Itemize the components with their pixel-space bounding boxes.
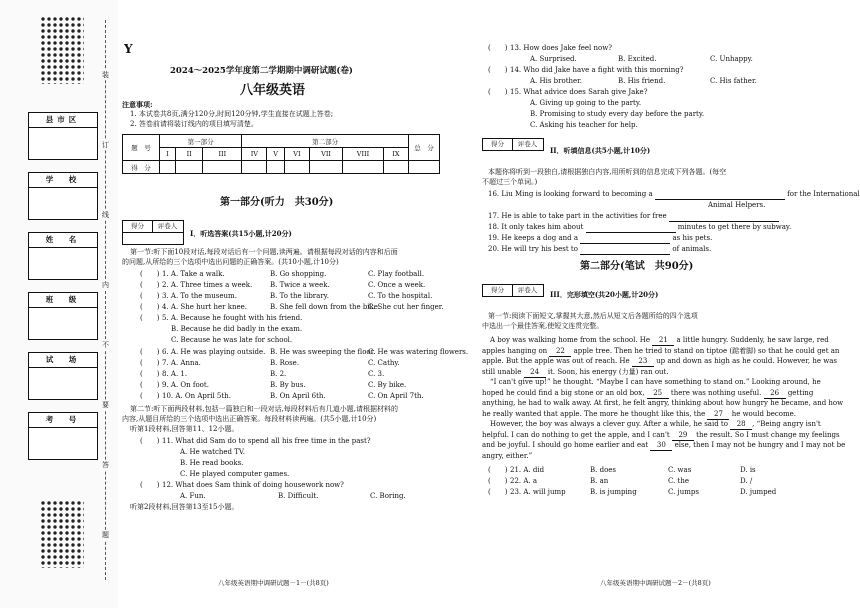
- option-a: 21. A. did: [510, 466, 545, 474]
- option-b: B. 2.: [270, 370, 287, 378]
- option-a: A. His brother.: [530, 77, 582, 85]
- page-footer-2: 八年级英语期中调研试题－2－(共8页): [600, 579, 711, 587]
- binding-char: 装: [102, 71, 109, 79]
- field-exam-number[interactable]: [28, 412, 98, 460]
- grader-label: 评卷人: [517, 286, 538, 294]
- field-school[interactable]: [28, 172, 98, 220]
- question-15: 15. What advice does Sarah give Jake?: [510, 88, 648, 96]
- answer-bracket[interactable]: ( ): [488, 44, 508, 52]
- col-label: I: [160, 148, 176, 161]
- fill-line-17: [708, 201, 765, 210]
- part2-heading: 第二部分(笔试 共90分): [580, 261, 694, 272]
- listen-prompt-2: 听第2段材料,回答第13至15小题。: [130, 503, 239, 511]
- blank-30[interactable]: 30: [650, 441, 672, 451]
- option-a: 6. A. He was playing outside.: [162, 348, 266, 356]
- option-b: B. His friend.: [618, 77, 666, 85]
- grader-box: [482, 138, 544, 151]
- option-b: B. He was sweeping the floor.: [270, 348, 376, 356]
- passage-line: apple. But the apple was out of reach. He 23 up and down as high as he could. However, he was: [482, 357, 837, 365]
- section-2-instr: 本题你将听到一段独白,请根据独白内容,用所听到的信息完成下列各题。(每空: [488, 168, 727, 176]
- grader-label: 得分: [483, 139, 513, 150]
- fill-text: 18. It only takes him about: [488, 223, 584, 231]
- grader-box: [482, 284, 544, 297]
- option-b: B. On April 6th.: [270, 392, 326, 400]
- group-part2: 第二部分: [242, 135, 409, 148]
- question-13: 13. How does Jake feel now?: [510, 44, 612, 52]
- option-a: 5. A. Because he fought with his friend.: [162, 314, 303, 322]
- answer-bracket[interactable]: ( ): [140, 270, 160, 278]
- notes-heading: 注意事项:: [122, 100, 153, 109]
- fill-blank[interactable]: [580, 245, 670, 255]
- binding-char: 订: [102, 141, 109, 149]
- passage-line: “I can't give up!” he thought. “Maybe I can have something to stand on.” Looking around, he: [490, 378, 821, 386]
- option-c: C. Unhappy.: [710, 55, 753, 63]
- field-label: 试 场: [29, 353, 97, 368]
- option-b: B. does: [590, 466, 617, 474]
- binding-char: 不: [102, 341, 109, 349]
- option: C. Asking his teacher for help.: [530, 121, 638, 129]
- score-cell[interactable]: [175, 161, 202, 174]
- option-a: A. Fun.: [180, 492, 206, 500]
- question-11: 11. What did Sam do to spend all his free time in the past?: [162, 437, 371, 445]
- score-cell[interactable]: [343, 161, 384, 174]
- section-3-title: III．完形填空(共20小题,计20分): [550, 290, 659, 299]
- option-a: 7. A. Anna.: [162, 359, 201, 367]
- col-label: III: [203, 148, 242, 161]
- answer-bracket[interactable]: ( ): [488, 477, 508, 485]
- binding-char: 线: [102, 211, 109, 219]
- option-c: C. the: [668, 477, 690, 485]
- option-d: D. is: [740, 466, 756, 474]
- score-cell[interactable]: [284, 161, 309, 174]
- field-exam-room[interactable]: [28, 352, 98, 400]
- fill-text: of animals.: [672, 245, 712, 253]
- option-d: D. /: [740, 477, 753, 485]
- dot-pattern-bottom: [40, 500, 84, 568]
- part1-heading: 第一部分(听力 共30分): [220, 197, 334, 208]
- passage-line: angry, either.”: [482, 451, 533, 460]
- section-3-instr: 第一节:阅读下面短文,掌握其大意,然后从短文后各题所给的四个选项: [488, 312, 698, 320]
- fill-line-21: [488, 245, 711, 255]
- answer-bracket[interactable]: ( ): [140, 359, 160, 367]
- passage-line: hoped he could find a big stone or an old box, 25 there was nothing useful. 26 getting: [482, 388, 814, 397]
- question-12: 12. What does Sam think of doing housework now?: [162, 481, 344, 489]
- option-b: B. an: [590, 477, 609, 485]
- option-b: B. Go shopping.: [270, 270, 327, 278]
- fill-blank[interactable]: [655, 190, 785, 200]
- fill-blank[interactable]: [580, 234, 670, 244]
- score-cell[interactable]: [242, 161, 267, 174]
- passage-line: However, the boy was always a clever guy. After a while, he said to 28 , “Being angry isn't: [490, 420, 821, 428]
- score-cell[interactable]: [383, 161, 408, 174]
- field-class[interactable]: [28, 292, 98, 340]
- option-a: 22. A. a: [510, 477, 538, 485]
- col-label: VI: [284, 148, 309, 161]
- passage-line: still unable 24 it. Soon, his energy (力量) ran out.: [482, 367, 669, 376]
- option-b: B. She fell down from the bike.: [270, 303, 381, 311]
- corner-mark: Y: [124, 42, 133, 56]
- passage-line: he really wanted that apple. The more he thought like this, the 27 he would become.: [482, 409, 796, 418]
- fill-line-19: [488, 223, 791, 233]
- option-c: C. Boring.: [370, 492, 406, 500]
- answer-bracket[interactable]: ( ): [140, 381, 160, 389]
- option: B. Promising to study every day before the party.: [530, 110, 705, 118]
- answer-bracket[interactable]: ( ): [140, 348, 160, 356]
- answer-bracket[interactable]: ( ): [488, 88, 508, 96]
- col-label: IX: [383, 148, 408, 161]
- answer-bracket[interactable]: ( ): [140, 292, 160, 300]
- option: B. He read books.: [180, 459, 244, 467]
- row-label-questions: 题 号: [123, 135, 160, 161]
- fill-text: 17. He is able to take part in the activities for free: [488, 212, 667, 220]
- total-label: 总 分: [409, 135, 440, 161]
- exam-subject: 八年级英语: [240, 83, 306, 98]
- fill-line-18: [488, 212, 779, 222]
- option: A. Giving up going to the party.: [530, 99, 642, 107]
- blank-25[interactable]: 25: [647, 389, 669, 399]
- fill-line-16: [488, 190, 860, 200]
- col-label: V: [267, 148, 284, 161]
- option: A. He watched TV.: [180, 448, 245, 456]
- fill-text: 19. He keeps a dog and a: [488, 234, 579, 242]
- grader-label: 得分: [123, 221, 153, 232]
- option-c: C. To the hospital.: [368, 292, 433, 300]
- passage-line: anything, he had to walk away. At first, he felt angry, thinking about how hungry he became, and how: [482, 399, 844, 407]
- option-c: C. Once a week.: [368, 281, 426, 289]
- col-label: II: [175, 148, 202, 161]
- answer-bracket[interactable]: ( ): [140, 437, 160, 445]
- answer-bracket[interactable]: ( ): [140, 314, 160, 322]
- option-b: B. To the library.: [270, 292, 329, 300]
- grader-label: 得分: [483, 285, 513, 296]
- option-a: 23. A. will jump: [510, 488, 566, 496]
- col-label: VIII: [343, 148, 384, 161]
- answer-bracket[interactable]: ( ): [140, 392, 160, 400]
- score-table: [122, 134, 440, 174]
- binding-line: [105, 20, 106, 580]
- field-label: 学 校: [29, 173, 97, 188]
- exam-title: 2024～2025学年度第二学期期中调研试题(卷): [170, 66, 353, 76]
- listen-prompt: 听第1段材料,回答第11、12小题。: [130, 425, 239, 433]
- question-14: 14. Who did Jake have a fight with this morning?: [510, 66, 684, 74]
- option-b: B. is jumping: [590, 488, 637, 496]
- fill-text: Animal Helpers.: [708, 201, 766, 209]
- passage-line: and be joyful. I should go home earlier and eat 30 else, then I may not be hungry and I may not be: [482, 441, 846, 449]
- grader-label: 评卷人: [517, 140, 538, 148]
- score-cell[interactable]: [203, 161, 242, 174]
- answer-bracket[interactable]: ( ): [488, 66, 508, 74]
- section-1-instr: 的问题,从所给的三个选项中选出问题的正确答案。(共10小题,计10分): [122, 258, 339, 266]
- score-cell[interactable]: [160, 161, 176, 174]
- field-label: 县市区: [29, 113, 97, 128]
- row-label-score: 得 分: [123, 161, 160, 174]
- option-a: 1. A. Take a walk.: [162, 270, 225, 278]
- grader-label: 评卷人: [157, 222, 178, 230]
- fill-text: 20. He will try his best to: [488, 245, 578, 253]
- note-1: 1. 本试卷共8页,满分120分,时间120分钟,学生直接在试题上答卷;: [130, 110, 334, 118]
- blank-24[interactable]: 24: [524, 368, 546, 378]
- group-part1: 第一部分: [160, 135, 242, 148]
- blank-28[interactable]: 28: [730, 420, 752, 430]
- grader-fill-box[interactable]: [122, 232, 184, 245]
- section-2-title: II．听填信息(共5小题,计10分): [550, 146, 651, 155]
- option-c: C. On April 7th.: [368, 392, 424, 400]
- passage-line: apples hanging on 22 apple tree. Then he tried to stand on tiptoe (踮着脚) so that he could get an: [482, 346, 840, 355]
- section-2-instr: 不超过三个单词。): [482, 178, 538, 186]
- answer-bracket[interactable]: ( ): [140, 370, 160, 378]
- option-c: C. She cut her finger.: [368, 303, 444, 311]
- binding-char: 答: [102, 461, 109, 469]
- fill-blank[interactable]: [586, 223, 676, 233]
- answer-bracket[interactable]: ( ): [488, 466, 508, 474]
- option-b: B. Rose.: [270, 359, 300, 367]
- binding-char: 题: [102, 531, 109, 539]
- blank-23[interactable]: 23: [632, 357, 654, 367]
- note-2: 2. 答卷前请将装订线内的项目填写清楚。: [130, 120, 258, 128]
- section-3-instr: 中选出一个最佳答案,使短文连贯完整。: [482, 322, 604, 330]
- option-b: B. By bus.: [270, 381, 306, 389]
- field-label: 班 级: [29, 293, 97, 308]
- field-county[interactable]: [28, 112, 98, 160]
- fill-blank[interactable]: [669, 212, 779, 222]
- option-c: C. jumps: [668, 488, 699, 496]
- option-b: B. Twice a week.: [270, 281, 330, 289]
- option-a: 8. A. 1.: [162, 370, 188, 378]
- fill-text: for the International: [787, 190, 860, 198]
- option-a: A. Surprised.: [530, 55, 577, 63]
- option-c: C. was: [668, 466, 692, 474]
- option-a: 2. A. Three times a week.: [162, 281, 253, 289]
- passage-line: A boy was walking home from the school. He 21 a little hungry. Suddenly, he saw large, red: [490, 336, 829, 344]
- fill-text: minutes to get there by subway.: [677, 223, 792, 231]
- binding-char: 要: [102, 401, 109, 409]
- option-d: D. jumped: [740, 488, 777, 496]
- option-a: 4. A. She hurt her knee.: [162, 303, 247, 311]
- option-a: 3. A. To the museum.: [162, 292, 237, 300]
- page-footer-1: 八年级英语期中调研试题－1－(共8页): [218, 579, 329, 587]
- option-b: B. Because he did badly in the exam.: [171, 325, 303, 333]
- blank-21[interactable]: 21: [652, 336, 674, 346]
- answer-bracket[interactable]: ( ): [140, 281, 160, 289]
- blank-27[interactable]: 27: [707, 410, 729, 420]
- blank-26[interactable]: 26: [764, 389, 786, 399]
- section-1-instr-2: 第二节:听下面两段材料,包括一篇独白和一段对话,每段材料后有几道小题,请根据材料的: [130, 405, 399, 413]
- option-b: B. Excited.: [618, 55, 657, 63]
- option-c: C. 3.: [368, 370, 385, 378]
- binding-strip: [0, 0, 118, 608]
- option-c: C. Because he was late for school.: [171, 336, 293, 344]
- blank-22[interactable]: 22: [549, 347, 571, 357]
- score-cell[interactable]: [409, 161, 440, 174]
- fill-text: as his pets.: [672, 234, 713, 242]
- col-label: VII: [310, 148, 343, 161]
- option-a: 9. A. On foot.: [162, 381, 209, 389]
- answer-bracket[interactable]: ( ): [140, 303, 160, 311]
- option: C. He played computer games.: [180, 470, 290, 478]
- option-c: C. Cathy.: [368, 359, 400, 367]
- field-label: 姓 名: [29, 233, 97, 248]
- answer-bracket[interactable]: ( ): [140, 481, 160, 489]
- score-cell[interactable]: [267, 161, 284, 174]
- option-c: C. He was watering flowers.: [368, 348, 469, 356]
- option-c: C. Play football.: [368, 270, 425, 278]
- option-b: B. Difficult.: [278, 492, 319, 500]
- dot-pattern-top: [40, 16, 84, 84]
- answer-bracket[interactable]: ( ): [488, 488, 508, 496]
- binding-char: 内: [102, 281, 109, 289]
- passage-line: helpful. I can do nothing to get the apple, and I can't 29 the result. So I must change my feelings: [482, 430, 840, 439]
- blank-29[interactable]: 29: [672, 431, 694, 441]
- fill-text: 16. Liu Ming is looking forward to becoming a: [488, 190, 653, 198]
- option-c: C. His father.: [710, 77, 757, 85]
- section-1-instr-2: 内容,从题目所给的三个选项中选出正确答案。每段材料读两遍。(共5小题,计10分): [122, 415, 377, 423]
- option-c: C. By bike.: [368, 381, 407, 389]
- option-a: 10. A. On April 5th.: [162, 392, 231, 400]
- col-label: IV: [242, 148, 267, 161]
- section-1-instr: 第一节:听下面10段对话,每段对话后有一个问题,读两遍。请根据每段对话的内容和后面: [130, 248, 398, 256]
- field-name[interactable]: [28, 232, 98, 280]
- score-cell[interactable]: [310, 161, 343, 174]
- field-label: 考 号: [29, 413, 97, 428]
- section-1-title: I．听选答案(共15小题,计20分): [190, 229, 292, 238]
- fill-line-20: [488, 234, 712, 244]
